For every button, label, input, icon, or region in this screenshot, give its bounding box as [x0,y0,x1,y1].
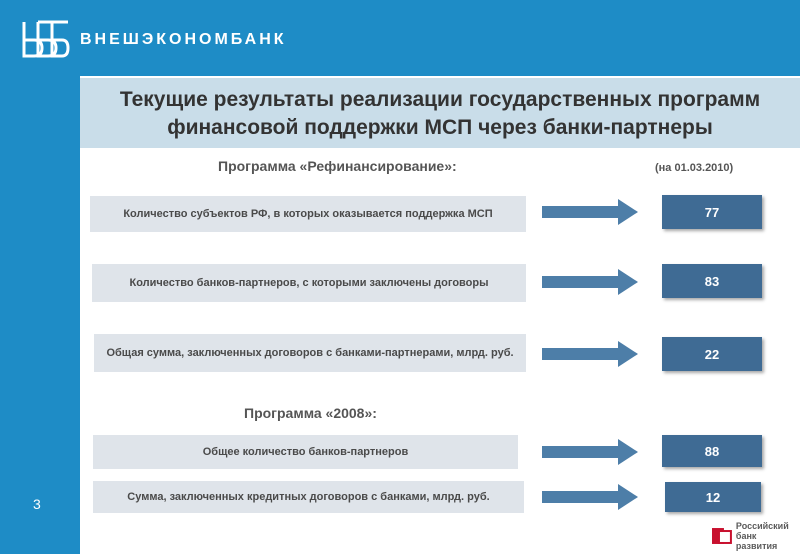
row-label: Количество субъектов РФ, в которых оказывается поддержка МСП [90,196,526,232]
value-box: 77 [662,195,762,229]
row-label: Сумма, заключенных кредитных договоров с банками, млрд. руб. [93,481,524,513]
page-title [80,86,800,142]
value-box: 83 [662,264,762,298]
arrow-right-icon [542,484,638,510]
brand-text [736,521,800,551]
value-box: 22 [662,337,762,371]
rbr-logo-icon [712,526,732,546]
arrow-right-icon [542,439,638,465]
arrow-right-icon [542,341,638,367]
arrow-right-icon [542,269,638,295]
bank-name: ВНЕШЭКОНОМБАНК [80,31,287,48]
row-label: Общая сумма, заключенных договоров с банками-партнерами, млрд. руб. [94,334,526,372]
left-side-bar [0,0,80,554]
brand-line-1: Российский [735,521,789,531]
arrow-right-icon [542,199,638,225]
date-note: (на 01.03.2010) [655,162,734,174]
page-number: 3 [33,496,41,512]
refinancing-heading: Программа «Рефинансирование»: [218,158,457,174]
value-box: 88 [662,435,762,467]
title-line-1: Текущие результаты реализации государственных программ [119,88,761,111]
veb-logo-icon [18,14,70,64]
title-line-2: финансовой поддержки МСП через банки-партнеры [167,116,713,139]
row-label: Количество банков-партнеров, с которыми заключены договоры [92,264,526,302]
brand-line-2: банк развития [735,531,778,551]
program-2008-heading: Программа «2008»: [244,405,377,421]
row-label: Общее количество банков-партнеров [93,435,518,469]
footer-brand [712,523,800,549]
value-box: 12 [665,482,761,512]
